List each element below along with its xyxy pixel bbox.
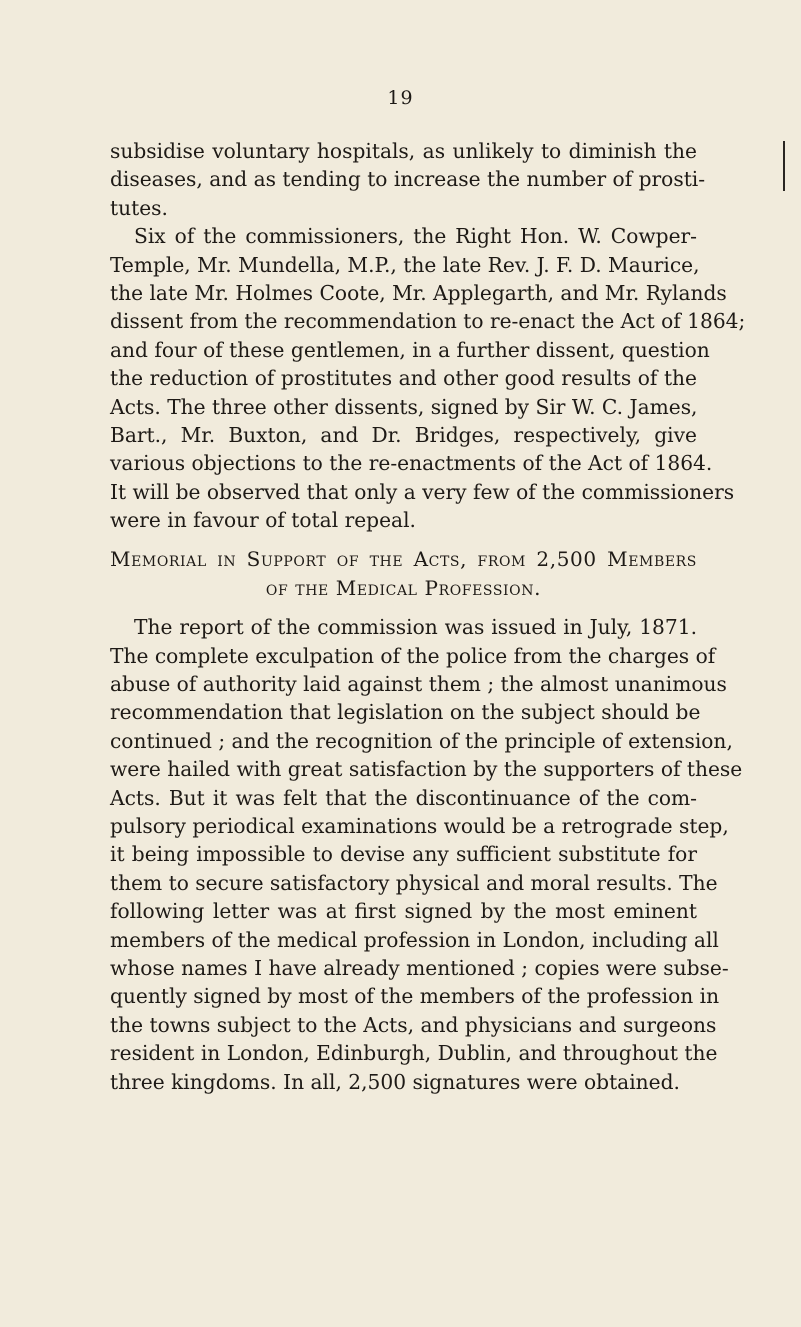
text-line: The report of the commission was issued in July, 1871. — [134, 615, 697, 640]
spacer — [110, 602, 697, 613]
text-line: It will be observed that only a very few of the commissioners — [110, 479, 735, 504]
text-line: were hailed with great satisfaction by the supporters of these — [110, 757, 743, 782]
paragraph-dissents — [110, 222, 746, 534]
body-text — [110, 137, 746, 1096]
text-line: the reduction of prostitutes and other good results of the — [110, 366, 697, 391]
paragraph-continuation — [110, 137, 706, 222]
heading-line: of the Medical Profession. — [265, 575, 542, 600]
text-line: Acts. But it was felt that the discontinuance of the com- — [110, 785, 697, 810]
text-line: members of the medical profession in London, including all — [110, 927, 719, 952]
text-line: quently signed by most of the members of the profession in — [110, 984, 720, 1009]
text-line: the late Mr. Holmes Coote, Mr. Applegarth, and Mr. Rylands — [110, 280, 727, 305]
spacer — [110, 534, 697, 545]
text-line: continued ; and the recognition of the principle of extension, — [110, 728, 733, 753]
heading-line: Memorial in Support of the Acts, from 2,500 Members — [110, 547, 697, 572]
paragraph-report — [110, 613, 743, 1096]
section-heading — [110, 545, 697, 602]
page-number: 19 — [387, 87, 414, 109]
text-line: dissent from the recommendation to re-enact the Act of 1864; — [110, 309, 746, 334]
margin-bracket-mark — [783, 141, 785, 191]
text-line: and four of these gentlemen, in a further dissent, question — [110, 337, 710, 362]
text-line: it being impossible to devise any sufficient substitute for — [110, 842, 697, 867]
text-line: various objections to the re-enactments of the Act of 1864. — [110, 451, 713, 476]
text-line: the towns subject to the Acts, and physicians and surgeons — [110, 1012, 717, 1037]
text-line: pulsory periodical examinations would be a retrograde step, — [110, 813, 729, 838]
text-line: Temple, Mr. Mundella, M.P., the late Rev. J. F. D. Maurice, — [110, 252, 700, 277]
text-line: whose names I have already mentioned ; copies were subse- — [110, 955, 729, 980]
text-line: them to secure satisfactory physical and moral results. The — [110, 870, 718, 895]
text-line: following letter was at first signed by the most eminent — [110, 899, 697, 924]
text-line: tutes. — [110, 195, 168, 220]
text-line: Bart., Mr. Buxton, and Dr. Bridges, respectively, give — [110, 422, 697, 447]
text-line: resident in London, Edinburgh, Dublin, and throughout the — [110, 1041, 718, 1066]
text-line: Acts. The three other dissents, signed by Sir W. C. James, — [110, 394, 698, 419]
text-line: recommendation that legislation on the subject should be — [110, 700, 701, 725]
text-line: were in favour of total repeal. — [110, 508, 416, 533]
text-line: abuse of authority laid against them ; the almost unanimous — [110, 672, 727, 697]
text-line: Six of the commissioners, the Right Hon. W. Cowper- — [134, 224, 697, 249]
text-line: subsidise voluntary hospitals, as unlikely to diminish the — [110, 139, 697, 163]
text-line: diseases, and as tending to increase the number of prosti- — [110, 167, 706, 192]
text-line: three kingdoms. In all, 2,500 signatures were obtained. — [110, 1069, 680, 1094]
text-line: The complete exculpation of the police from the charges of — [110, 643, 716, 668]
